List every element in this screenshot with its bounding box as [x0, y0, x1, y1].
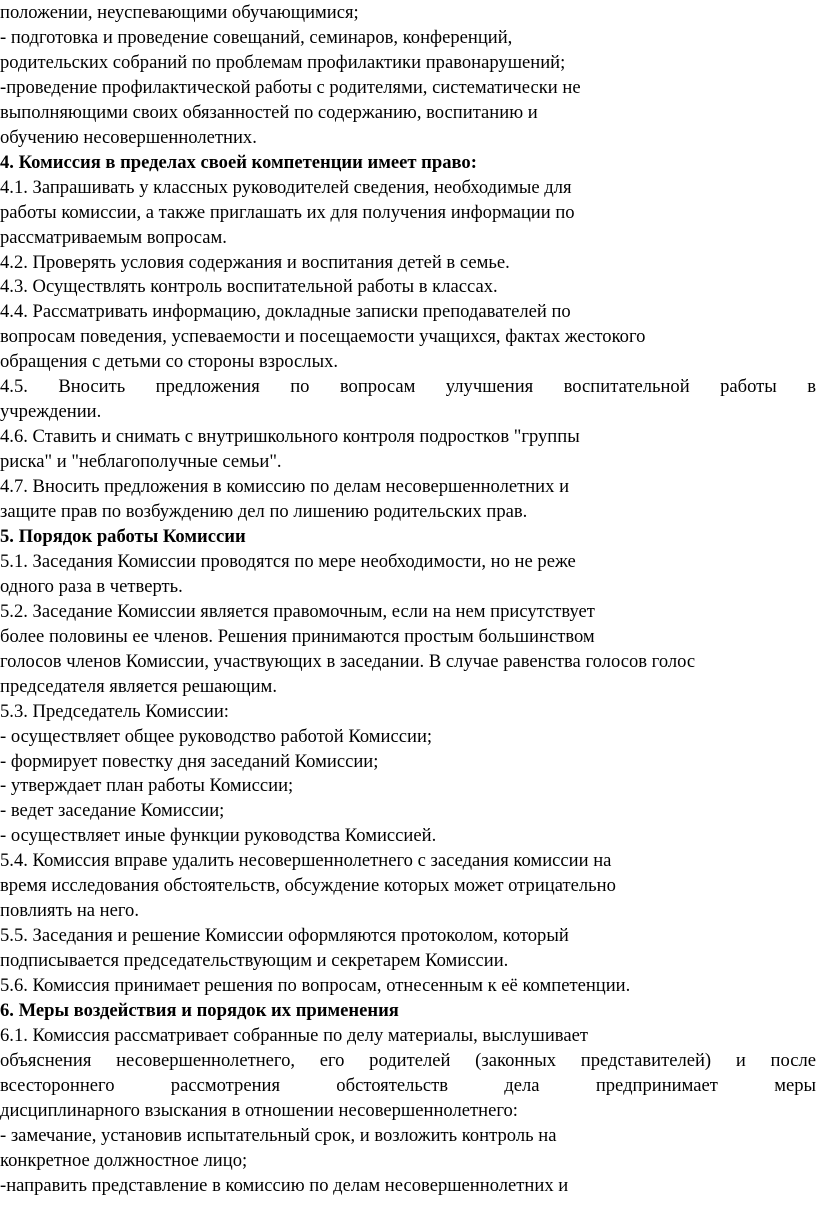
text-line: - формирует повестку дня заседаний Комиссии;: [0, 750, 379, 772]
text-line: - ведет заседание Комиссии;: [0, 800, 225, 822]
text-line: 5.4. Комиссия вправе удалить несовершеннолетнего с заседания комиссии на: [0, 850, 612, 872]
text-line: 4.7. Вносить предложения в комиссию по делам несовершеннолетних и: [0, 476, 570, 498]
text-line: - подготовка и проведение совещаний, семинаров, конференций,: [0, 26, 513, 48]
text-line: 4.4. Рассматривать информацию, докладные записки преподавателей по: [0, 301, 571, 323]
text-line: - замечание, установив испытательный срок, и возложить контроль на: [0, 1124, 557, 1146]
text-line: голосов членов Комиссии, участвующих в заседании. В случае равенства голосов голос: [0, 650, 696, 672]
text-line: обучению несовершеннолетних.: [0, 126, 257, 148]
text-line: 5.6. Комиссия принимает решения по вопросам, отнесенным к её компетенции.: [0, 975, 631, 996]
text-line: повлиять на него.: [0, 900, 139, 922]
text-line: 4.3. Осуществлять контроль воспитательной работы в классах.: [0, 276, 498, 298]
text-line: учреждении.: [0, 401, 102, 423]
text-line: - осуществляет иные функции руководства Комиссией.: [0, 825, 437, 847]
text-line: 5.1. Заседания Комиссии проводятся по мере необходимости, но не реже: [0, 550, 576, 572]
section-heading: 5. Порядок работы Комиссии: [0, 525, 246, 547]
text-line: одного раза в четверть.: [0, 575, 183, 597]
text-line: работы комиссии, а также приглашать их для получения информации по: [0, 201, 575, 223]
text-line: 5.5. Заседания и решение Комиссии оформляются протоколом, который: [0, 925, 569, 947]
text-line: председателя является решающим.: [0, 675, 277, 697]
text-line: риска" и "неблагополучные семьи".: [0, 451, 282, 473]
text-line: подписывается председательствующим и секретарем Комиссии.: [0, 950, 509, 972]
section-heading: 4. Комиссия в пределах своей компетенции имеет право:: [0, 151, 477, 173]
text-line: рассматриваемым вопросам.: [0, 226, 227, 248]
text-line: родительских собраний по проблемам профилактики правонарушений;: [0, 51, 566, 73]
text-line: время исследования обстоятельств, обсуждение которых может отрицательно: [0, 875, 616, 897]
text-line: 4.5. Вносить предложения по вопросам улучшения воспитательной работы в: [0, 376, 816, 398]
text-line: 4.2. Проверять условия содержания и воспитания детей в семье.: [0, 251, 510, 273]
text-line: обращения с детьми со стороны взрослых.: [0, 351, 339, 373]
text-line: -направить представление в комиссию по делам несовершеннолетних и: [0, 1174, 569, 1196]
text-line: защите прав по возбуждению дел по лишению родительских прав.: [0, 501, 528, 522]
text-line: 6.1. Комиссия рассматривает собранные по делу материалы, выслушивает: [0, 1024, 588, 1046]
text-line: -проведение профилактической работы с родителями, систематически не: [0, 76, 581, 98]
text-line: дисциплинарного взыскания в отношении несовершеннолетнего:: [0, 1099, 518, 1121]
section-heading: 6. Меры воздействия и порядок их применения: [0, 1000, 399, 1021]
text-line: 5.2. Заседание Комиссии является правомочным, если на нем присутствует: [0, 600, 595, 622]
text-line: конкретное должностное лицо;: [0, 1149, 248, 1171]
text-line: объяснения несовершеннолетнего, его родителей (законных представителей) и после: [0, 1049, 816, 1071]
text-line: более половины ее членов. Решения принимаются простым большинством: [0, 625, 595, 647]
text-line: - осуществляет общее руководство работой Комиссии;: [0, 725, 433, 747]
text-line: 5.3. Председатель Комиссии:: [0, 700, 229, 722]
text-line: 4.6. Ставить и снимать с внутришкольного контроля подростков "группы: [0, 426, 580, 448]
text-line: - утверждает план работы Комиссии;: [0, 775, 294, 797]
text-line: положении, неуспевающими обучающимися;: [0, 2, 359, 23]
text-line: 4.1. Запрашивать у классных руководителей сведения, необходимые для: [0, 176, 572, 198]
text-line: вопросам поведения, успеваемости и посещаемости учащихся, фактах жестокого: [0, 326, 646, 348]
text-line: выполняющими своих обязанностей по содержанию, воспитанию и: [0, 101, 538, 123]
text-line: всестороннего рассмотрения обстоятельств дела предпринимает меры: [0, 1074, 816, 1096]
